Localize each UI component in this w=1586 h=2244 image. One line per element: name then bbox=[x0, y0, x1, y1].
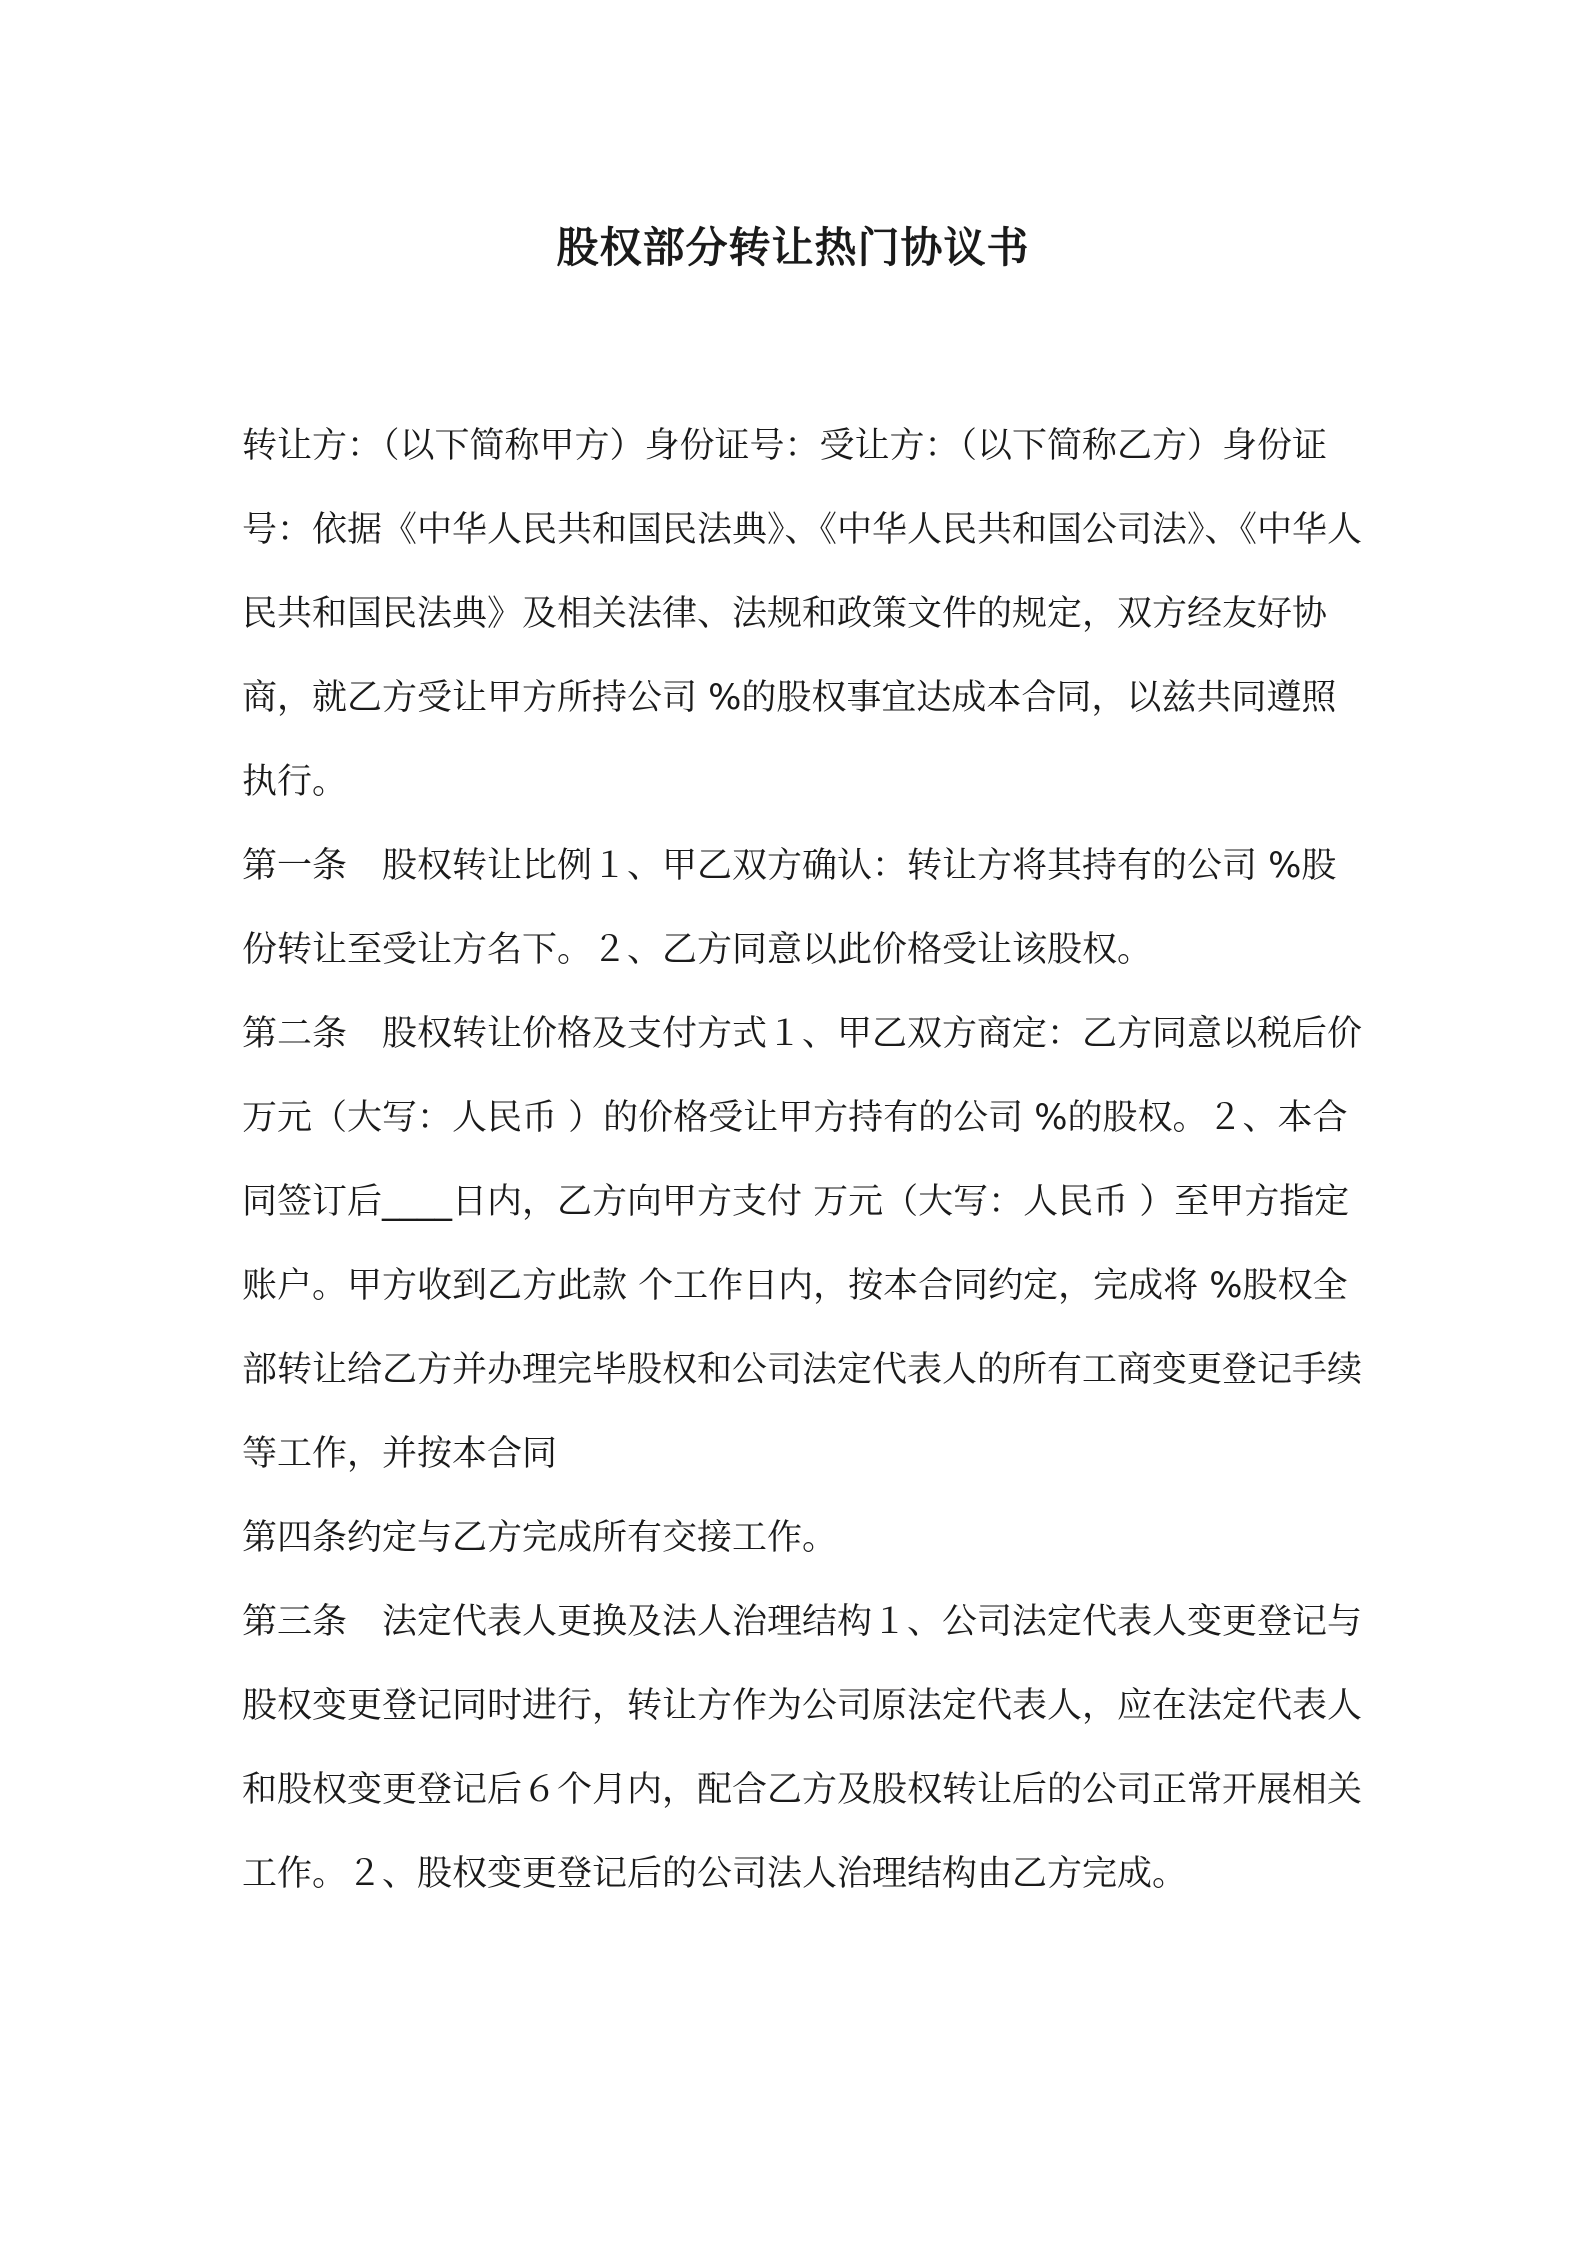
document-body bbox=[242, 404, 1362, 1916]
article-1-paragraph: 第一条 股权转让比例１、甲乙双方确认：转让方将其持有的公司 %股份转让至受让方名下。２、乙方同意以此价格受让该股权。 bbox=[242, 846, 1337, 970]
article-3-paragraph: 第三条 法定代表人更换及法人治理结构１、公司法定代表人变更登记与股权变更登记同时进行，转让方作为公司原法定代表人，应在法定代表人和股权变更登记后６个月内，配合乙方及股权转让后的公司正常开展相关工作。２、股权变更登记后的公司法人治理结构由乙方完成。 bbox=[242, 1602, 1363, 1894]
document-title: 股权部分转让热门协议书 bbox=[556, 223, 1030, 272]
preamble-paragraph: 转让方：（以下简称甲方）身份证号：受让方：（以下简称乙方）身份证号：依据《中华人民共和国民法典》、《中华人民共和国公司法》、《中华人民共和国民法典》及相关法律、法规和政策文件的规定，双方经友好协商，就乙方受让甲方所持公司 %的股权事宜达成本合同，以兹共同遵照执行。 bbox=[242, 426, 1363, 802]
article-2-paragraph: 第二条 股权转让价格及支付方式１、甲乙双方商定：乙方同意以税后价 万元（大写：人民币 ）的价格受让甲方持有的公司 %的股权。２、本合同签订后____日内，乙方向甲方支付 万元（大写：人民币 ）至甲方指定账户。甲方收到乙方此款 个工作日内，按本合同约定，完成将 %股权全部转让给乙方并办理完毕股权和公司法定代表人的所有工商变更登记手续等工作，并按本合同 bbox=[242, 1014, 1363, 1474]
article-4-reference-paragraph: 第四条约定与乙方完成所有交接工作。 bbox=[242, 1518, 838, 1558]
